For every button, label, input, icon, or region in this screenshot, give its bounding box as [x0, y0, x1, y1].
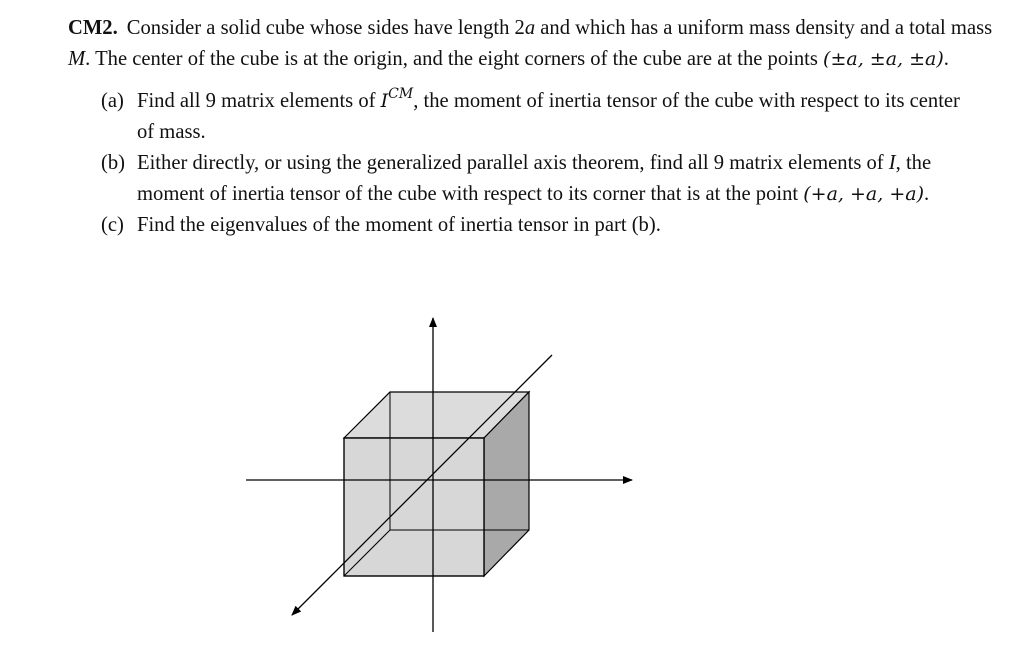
part-a-text-2: , the moment of inertia tensor of the cube with respect to its center of mass.	[137, 90, 960, 143]
intro-text-1: Consider a solid cube whose sides have length 2	[126, 17, 525, 39]
corners-expression: (±a, ±a, ±a)	[823, 48, 944, 70]
part-label: (a)	[101, 90, 124, 112]
part-a-text-1: Find all 9 matrix elements of	[137, 90, 381, 112]
intro-text-3: . The center of the cube is at the origin, and the eight corners of the cube are at the points	[85, 48, 824, 70]
part-c-text: Find the eigenvalues of the moment of inertia tensor in part (b).	[137, 214, 661, 236]
part-b-text-3: .	[924, 183, 930, 205]
inertia-symbol: I	[380, 90, 389, 112]
problem-id: CM2.	[68, 17, 118, 39]
side-length-variable: a	[524, 17, 536, 39]
cm-superscript: CM	[388, 86, 414, 102]
part-label: (c)	[101, 214, 124, 236]
part-b-text-2: , the moment of inertia tensor of the cube with respect to its corner that is at the point	[137, 152, 932, 205]
part-b-text-1: Either directly, or using the generalized parallel axis theorem, find all 9 matrix elements of	[137, 152, 889, 174]
mass-variable: M	[68, 48, 86, 70]
part-label: (b)	[101, 152, 126, 174]
intro-text-4: .	[943, 48, 949, 70]
inertia-symbol: I	[888, 152, 896, 174]
intro-text-2: and which has a uniform mass density and a total mass	[535, 17, 993, 39]
corner-point-expression: (+a, +a, +a)	[803, 183, 924, 205]
